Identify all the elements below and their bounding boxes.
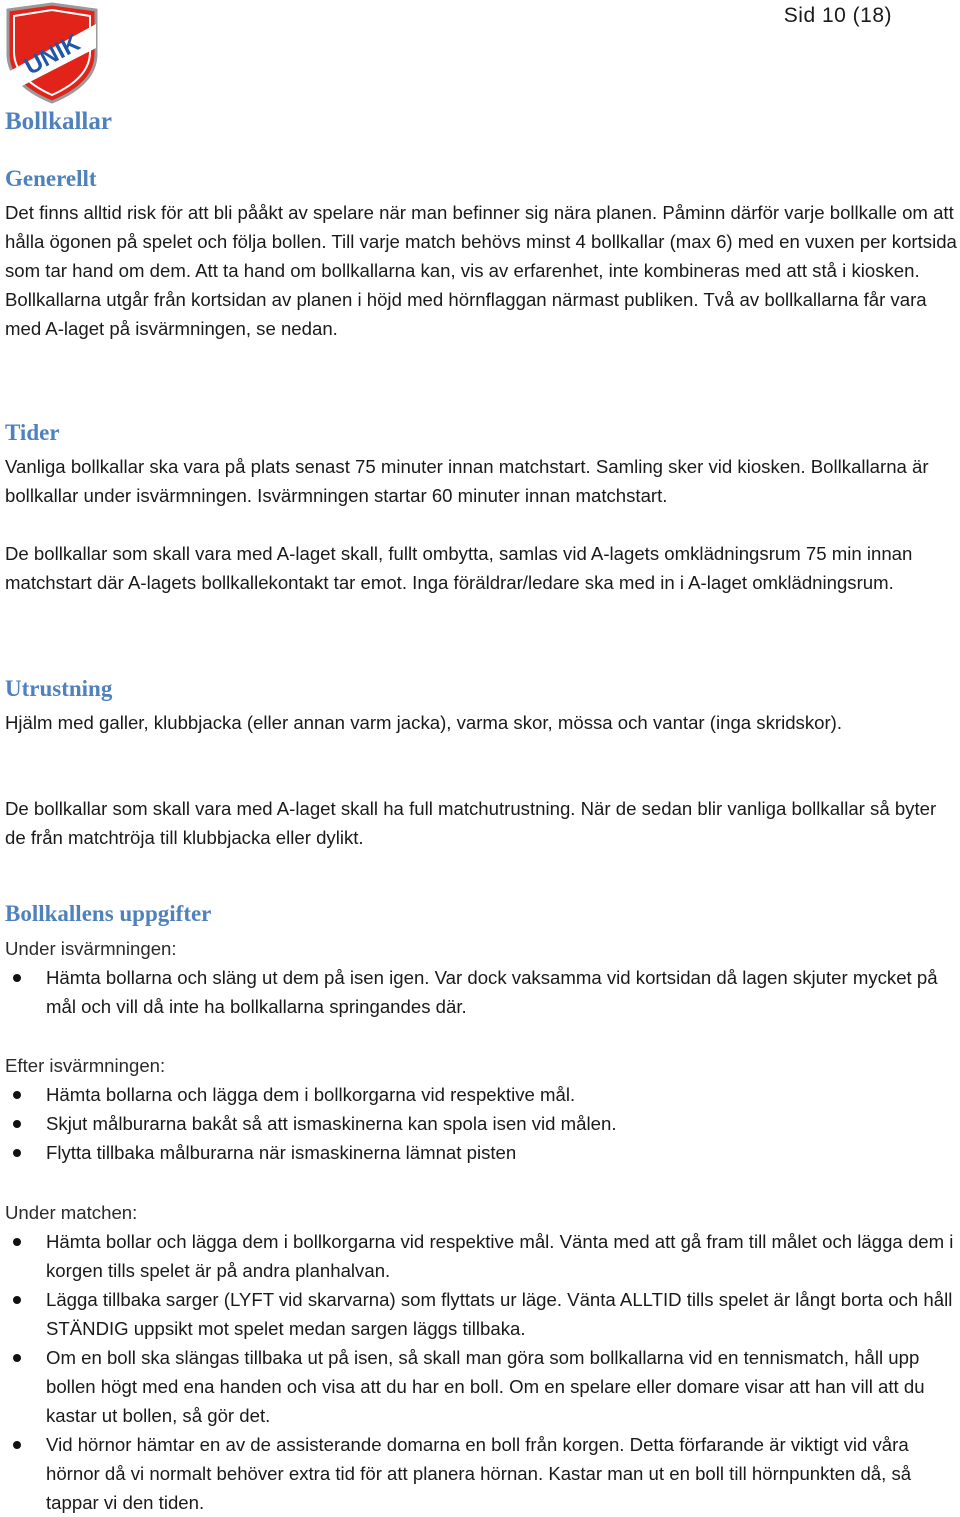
club-shield-icon: [4, 2, 100, 104]
list-item: Flytta tillbaka målburarna när ismaskinerna lämnat pisten: [5, 1138, 960, 1167]
bullet-icon: [13, 1149, 21, 1157]
utrustning-paragraph-2: De bollkallar som skall vara med A-laget skall ha full matchutrustning. När de sedan blir vanliga bollkallar så byter de från matchtröja till klubbjacka eller dylikt.: [5, 798, 937, 848]
section-heading: Bollkallens uppgifter: [5, 901, 212, 926]
list-item: Vid hörnor hämtar en av de assisterande domarna en boll från korgen. Detta förfarande är viktigt vid våra hörnor då vi normalt behöver extra tid för att planera hörnan. Kastar man ut en boll till hörnpunkten då, så tappar vi den tiden.: [5, 1430, 960, 1517]
efter-isvarmningen-group: [5, 1051, 960, 1167]
tider-paragraph-2: De bollkallar som skall vara med A-laget skall, fullt ombytta, samlas vid A-lagets omklädningsrum 75 min innan matchstart där A-lagets bollkallekontakt tar emot. Inga föräldrar/ledare ska med in i A-laget omklädningsrum.: [5, 543, 913, 593]
section-uppgifter: [5, 901, 960, 927]
subheading-under-matchen: Under matchen:: [5, 1202, 138, 1223]
list-item: Hämta bollarna och lägga dem i bollkorgarna vid respektive mål.: [5, 1080, 960, 1109]
tider-paragraph-1: Vanliga bollkallar ska vara på plats senast 75 minuter innan matchstart. Samling sker vid kiosken. Bollkallarna är bollkallar under isvärmningen. Isvärmningen startar 60 minuter innan matchstart.: [5, 456, 929, 506]
bullet-icon: [13, 974, 21, 982]
club-logo: [4, 2, 100, 104]
section-utrustning: [5, 676, 960, 702]
section-tider: [5, 420, 960, 446]
list-item: Skjut målburarna bakåt så att ismaskinerna kan spola isen vid målen.: [5, 1109, 960, 1138]
list-item: Lägga tillbaka sarger (LYFT vid skarvarna) som flyttats ur läge. Vänta ALLTID tills spelet är långt borta och håll STÄNDIG uppsikt mot spelet medan sargen läggs tillbaka.: [5, 1285, 960, 1343]
list-under-isvarmningen: [5, 963, 960, 1021]
list-item: Hämta bollarna och släng ut dem på isen igen. Var dock vaksamma vid kortsidan då lagen skjuter mycket på mål och vill då inte ha bollkallarna springandes där.: [5, 963, 960, 1021]
page-number: Sid 10 (18): [783, 4, 892, 27]
subheading-efter-isvarmningen: Efter isvärmningen:: [5, 1055, 166, 1076]
list-efter-isvarmningen: [5, 1080, 960, 1167]
svg-text:UNIK: UNIK: [20, 29, 85, 81]
under-isvarmningen-group: [5, 934, 960, 1021]
bullet-icon: [13, 1354, 21, 1362]
list-item: Hämta bollar och lägga dem i bollkorgarna vid respektive mål. Vänta med att gå fram till målet och lägga dem i korgen tills spelet är på andra planhalvan.: [5, 1227, 960, 1285]
generellt-paragraph: Det finns alltid risk för att bli pååkt av spelare när man befinner sig nära planen. Påminn därför varje bollkalle om att hålla ögonen på spelet och följa bollen. Till varje match behövs minst 4 bollkallar (max 6) med en vuxen per kortsida som tar hand om dem. Att ta hand om bollkallarna kan, vis av erfarenhet, inte kombineras med att stå i kiosken. Bollkallarna utgår från kortsidan av planen i höjd med hörnflaggan närmast publiken. Två av bollkallarna får vara med A-laget på isvärmningen, se nedan.: [5, 202, 957, 339]
section-heading: Generellt: [5, 166, 97, 191]
page-title: Bollkallar: [5, 108, 112, 135]
bullet-icon: [13, 1238, 21, 1246]
section-heading: Tider: [5, 420, 60, 445]
section-generellt: [5, 166, 960, 192]
bullet-icon: [13, 1120, 21, 1128]
under-matchen-group: [5, 1198, 960, 1517]
bullet-icon: [13, 1091, 21, 1099]
utrustning-paragraph-1: Hjälm med galler, klubbjacka (eller annan varm jacka), varma skor, mössa och vantar (inga skridskor).: [5, 712, 843, 733]
list-item: Om en boll ska slängas tillbaka ut på isen, så skall man göra som bollkallarna vid en tennismatch, håll upp bollen högt med ena handen och visa att du har en boll. Om en spelare eller domare visar att han vill att du kastar ut bollen, så gör det.: [5, 1343, 960, 1430]
bullet-icon: [13, 1296, 21, 1304]
list-under-matchen: [5, 1227, 960, 1517]
subheading-under-isvarmningen: Under isvärmningen:: [5, 938, 177, 959]
bullet-icon: [13, 1441, 21, 1449]
section-heading: Utrustning: [5, 676, 113, 701]
